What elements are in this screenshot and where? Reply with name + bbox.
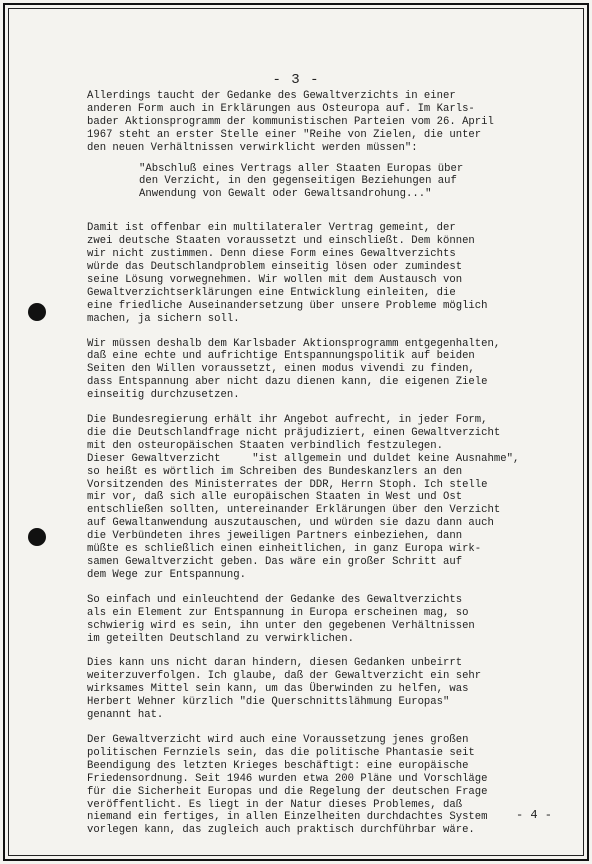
text-line: für die Sicherheit Europas und die Regelung der deutschen Frage [87,785,488,798]
text-line: Wir müssen deshalb dem Karlsbader Aktionsprogramm entgegenhalten, [87,337,501,350]
text-line: anderen Form auch in Erklärungen aus Osteuropa auf. Im Karls- [87,102,475,115]
text-line: mir vor, daß sich alle europäischen Staaten in West und Ost [87,491,463,504]
text-line: 1967 steht an erster Stelle einer "Reihe von Zielen, die unter [87,128,482,141]
text-line: Herbert Wehner kürzlich "die Querschnittslähmung Europas" [87,696,450,709]
text-line: im geteilten Deutschland zu verwirklichen. [87,632,355,645]
text-line: politischen Fernziels sein, das die politische Phantasie seit [87,746,475,759]
text-line: Dieser Gewaltverzicht "ist allgemein und duldet keine Ausnahme", [87,452,520,465]
text-line: samen Gewaltverzicht geben. Das wäre ein großer Schritt auf [87,556,463,568]
text-line: entschließen sollten, untereinander Erklärungen über den Verzicht [87,504,501,517]
punch-hole [28,528,46,546]
text-line: niemand ein fertiges, in allen Einzelheiten durchdachtes System [87,811,488,824]
page-number: - 3 - [272,72,320,88]
text-line: so heißt es wörtlich im Schreiben des Bundeskanzlers an den [87,465,463,478]
paragraph [87,90,557,155]
block-quote [139,163,557,202]
text-line: Vorsitzenden des Ministerrates der DDR, Herrn Stoph. Ich stelle [87,478,488,491]
paragraph-gap [87,645,557,657]
text-line: bader Aktionsprogramm der kommunistischen Parteien vom 26. April [87,115,494,128]
text-line: vorlegen kann, das zugleich auch praktisch durchführbar wäre. [87,824,475,837]
text-line: müßte es schließlich einen einheitlichen, in ganz Europa wirk- [87,543,482,556]
paragraph [87,657,557,722]
text-line: So einfach und einleuchtend der Gedanke des Gewaltverzichts [87,593,463,606]
paragraph [87,338,557,403]
paragraph [87,414,557,582]
text-line: einseitig durchzusetzen. [87,389,240,402]
punch-hole [28,303,46,321]
paragraph-gap [87,582,557,594]
text-line: den neuen Verhältnissen verwirklicht werden müssen": [87,141,418,154]
text-line: "Abschluß eines Vertrags aller Staaten Europas über [139,162,464,175]
text-line: auf Gewaltanwendung auszutauschen, und würden sie dazu dann auch [87,517,494,530]
text-line: Die Bundesregierung erhält ihr Angebot aufrecht, in jeder Form, [87,414,488,427]
paragraph [87,222,557,325]
text-line: weiterzuverfolgen. Ich glaube, daß der Gewaltverzicht ein sehr [87,670,482,683]
text-line: machen, ja sichern soll. [87,312,240,325]
text-line: Anwendung von Gewalt oder Gewaltsandrohung..." [139,188,432,201]
text-line: dem Wege zur Entspannung. [87,568,246,581]
text-line: wir nicht zustimmen. Denn diese Form eines Gewaltverzichts [87,248,456,261]
text-line: seine Lösung vorwegnehmen. Wir wollen mit dem Austausch von [87,273,463,286]
text-line: Der Gewaltverzicht wird auch eine Voraussetzung jenes großen [87,733,469,746]
paragraph [87,594,557,646]
text-line: Friedensordnung. Seit 1946 wurden etwa 200 Pläne und Vorschläge [87,772,488,785]
paragraph-gap [87,210,557,222]
document-body [87,90,557,837]
text-line: veröffentlicht. Es liegt in der Natur dieses Problemes, daß [87,798,463,811]
text-line: die Verbündeten ihres jeweiligen Partners einbeziehen, dann [87,530,463,543]
paragraph-gap [87,722,557,734]
text-line: wirksames Mittel sein kann, um das Überwinden zu helfen, was [87,683,469,696]
text-line: Damit ist offenbar ein multilateraler Vertrag gemeint, der [87,222,456,235]
next-page-marker: - 4 - [515,808,552,822]
text-line: dass Entspannung aber nicht dazu dienen kann, die eigenen Ziele [87,376,488,389]
text-line: Allerdings taucht der Gedanke des Gewaltverzichts in einer [87,90,456,102]
text-line: genannt hat. [87,709,164,722]
text-line: die die Deutschlandfrage nicht präjudiziert, einen Gewaltverzicht [87,426,501,439]
text-line: Beendigung des letzten Krieges beschäftigt: eine europäische [87,759,469,772]
paragraph-gap [87,402,557,414]
text-line: Dies kann uns nicht daran hindern, diesen Gedanken unbeirrt [87,657,463,670]
paragraph-gap [87,326,557,338]
text-line: Gewaltverzichtserklärungen eine Entwicklung einleiten, die [87,286,456,299]
text-line: mit den osteuropäischen Staaten verbindlich festzulegen. [87,439,444,452]
text-line: als ein Element zur Entspannung in Europa erscheinen mag, so [87,606,469,619]
text-line: eine friedliche Auseinandersetzung über unsere Probleme möglich [87,299,488,312]
text-line: zwei deutsche Staaten voraussetzt und einschließt. Dem können [87,235,475,248]
text-line: daß eine echte und aufrichtige Entspannungspolitik auf beiden [87,350,475,363]
text-line: würde das Deutschlandproblem einseitig lösen oder zumindest [87,260,463,273]
text-line: schwierig wird es sein, ihn unter den gegebenen Verhältnissen [87,619,475,632]
text-line: Seiten den Willen voraussetzt, einen modus vivendi zu finden, [87,363,475,376]
paragraph [87,734,557,837]
text-line: den Verzicht, in den gegenseitigen Beziehungen auf [139,175,457,188]
